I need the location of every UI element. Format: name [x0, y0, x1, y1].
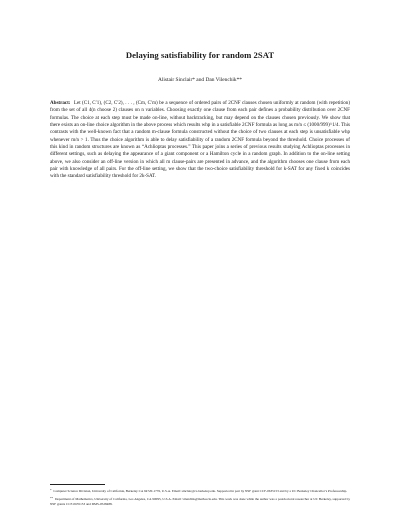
- abstract-text: Let (C1, C′1), (C2, C′2), . . . , (Cm, C′m) be a sequence of ordered pairs of 2CNF clauses chosen uniformly at random (with repetition) from the set of all 4(n choose 2) clauses on n variables. Choosing exactly one clause from each pair defines a probability distribution over 2CNF formulas. The choice at each step must be made on-line, without backtracking, but may depend on the clauses chosen previously. We show that there exists an on-line choice algorithm in the above process which results whp in a satisfiable 2CNF formula as long as m/n ≤ (1000/999)^1/4. This contrasts with the well-known fact that a random m-clause formula constructed without the choice of two clauses at each step is unsatisfiable whp whenever m/n > 1. Thus the choice algorithm is able to delay satisfiability of a random 2CNF formula beyond the threshold. Choice processes of this kind in random structures are known as “Achlioptas processes.” This paper joins a series of previous results studying Achlioptas processes in different settings, such as delaying the appearance of a giant component or a Hamilton cycle in a random graph. In addition to the on-line setting above, we also consider an off-line version in which all m clause-pairs are presented in advance, and the algorithm chooses one clause from each pair with knowledge of all pairs. For the off-line setting, we show that the two-choice satisfiability threshold for k-SAT for any fixed k coincides with the standard satisfiability threshold for 2k-SAT.: [50, 100, 350, 180]
- paper-authors: Alistair Sinclair* and Dan Vilenchik**: [157, 77, 242, 83]
- abstract-label: Abstract:: [50, 100, 71, 106]
- footnote-separator: [50, 484, 105, 485]
- abstract: [50, 100, 350, 181]
- footnote-mark: *: [50, 488, 52, 492]
- footnotes: [50, 488, 350, 509]
- footnote-author-2: [50, 496, 350, 506]
- footnote-mark: **: [50, 496, 53, 500]
- footnote-text: Department of Mathematics, University of California, Los Angeles, CA 90095, U.S.A. Email: vilenchik@math.ucla.edu. This work was done while the author was a postdoctoral researcher at UC Berkeley, supported by NSF grants CCF-0635153 and DMS-0528488.: [50, 497, 350, 506]
- footnote-text: Computer Science Division, University of California, Berkeley CA 94720-1776, U.S.A. Email: sinclair@cs.berkeley.edu. Supported in part by NSF grant CCF-0635153 and by a UC Berkeley Chancellor’s Professorship.: [53, 489, 348, 493]
- footnote-author-1: [50, 488, 350, 494]
- paper-title: Delaying satisfiability for random 2SAT: [125, 50, 275, 60]
